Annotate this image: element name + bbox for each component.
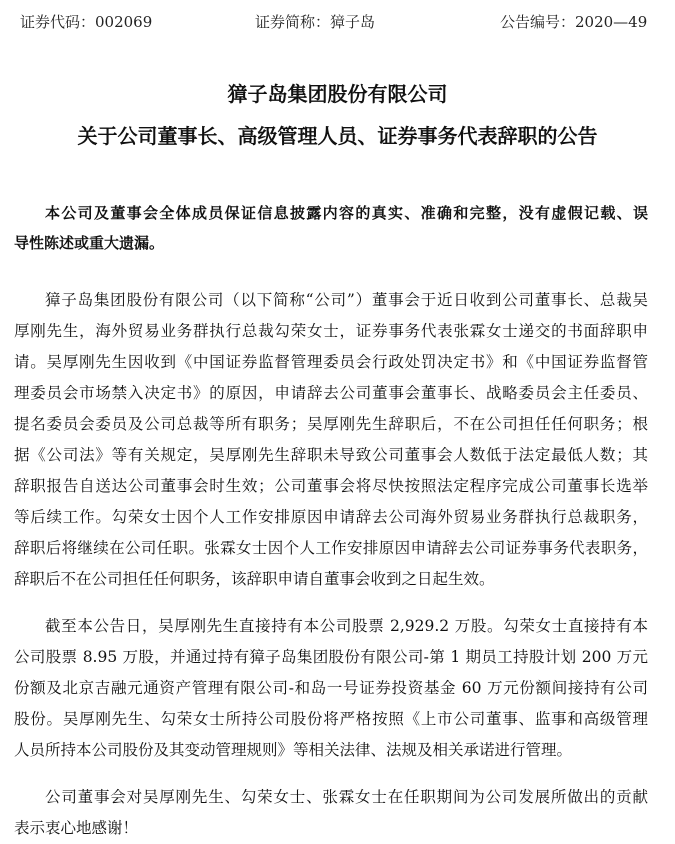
text-line: 理委员会市场禁入决定书》的原因，申请辞去公司董事会董事长、战略委员会主任委员、 xyxy=(14,384,648,402)
notice-number: 公告编号：2020—49 xyxy=(500,13,648,31)
text-line: 獐子岛集团股份有限公司（以下简称“公司”）董事会于近日收到公司董事长、总裁吴 xyxy=(45,291,648,309)
stock-name: 证券简称：獐子岛 xyxy=(255,13,376,31)
text-line: 公司股票 8.95 万股，并通过持有獐子岛集团股份有限公司-第 1 期员工持股计划 200 万元 xyxy=(14,648,648,666)
text-line: 辞职后将继续在公司任职。张霖女士因个人工作安排原因申请辞去公司证券事务代表职务， xyxy=(14,539,648,557)
text-line: 等后续工作。勾荣女士因个人工作安排原因申请辞去公司海外贸易业务群执行总裁职务， xyxy=(14,508,648,526)
text-line: 提名委员会委员及公司总裁等所有职务；吴厚刚先生辞职后，不在公司担任任何职务；根 xyxy=(14,415,648,433)
text-line: 人员所持本公司股份及其变动管理规则》等相关法律、法规及相关承诺进行管理。 xyxy=(14,741,573,759)
text-line: 导性陈述或重大遗漏。 xyxy=(14,234,165,252)
text-line: 股份。吴厚刚先生、勾荣女士所持公司股份将严格按照《上市公司董事、监事和高级管理 xyxy=(14,710,648,728)
thanks-paragraph xyxy=(14,782,648,844)
stock-code: 证券代码：002069 xyxy=(20,13,153,31)
statement-paragraph xyxy=(14,198,648,258)
text-line: 辞职后不在公司担任任何职务，该辞职申请自董事会收到之日起生效。 xyxy=(14,570,495,588)
text-line: 请。吴厚刚先生因收到《中国证券监督管理委员会行政处罚决定书》和《中国证券监督管 xyxy=(14,353,648,371)
text-line: 表示衷心地感谢！ xyxy=(14,819,139,837)
company-title: 獐子岛集团股份有限公司 xyxy=(227,82,448,106)
text-line: 份额及北京吉融元通资产管理有限公司-和岛一号证券投资基金 60 万元份额间接持有公司 xyxy=(14,679,648,697)
text-line: 公司董事会对吴厚刚先生、勾荣女士、张霖女士在任职期间为公司发展所做出的贡献 xyxy=(45,788,648,806)
text-line: 据《公司法》等有关规定，吴厚刚先生辞职未导致公司董事会人数低于法定最低人数；其 xyxy=(14,446,648,464)
notice-title: 关于公司董事长、高级管理人员、证券事务代表辞职的公告 xyxy=(77,124,598,148)
shareholding-paragraph xyxy=(14,611,648,766)
text-line: 截至本公告日，吴厚刚先生直接持有本公司股票 2,929.2 万股。勾荣女士直接持有本 xyxy=(45,617,648,635)
text-line: 厚刚先生，海外贸易业务群执行总裁勾荣女士，证券事务代表张霖女士递交的书面辞职申 xyxy=(14,322,648,340)
text-line: 本公司及董事会全体成员保证信息披露内容的真实、准确和完整，没有虚假记载、误 xyxy=(45,204,648,222)
text-line: 辞职报告自送达公司董事会时生效；公司董事会将尽快按照法定程序完成公司董事长选举 xyxy=(14,477,648,495)
resignation-paragraph xyxy=(14,285,648,595)
